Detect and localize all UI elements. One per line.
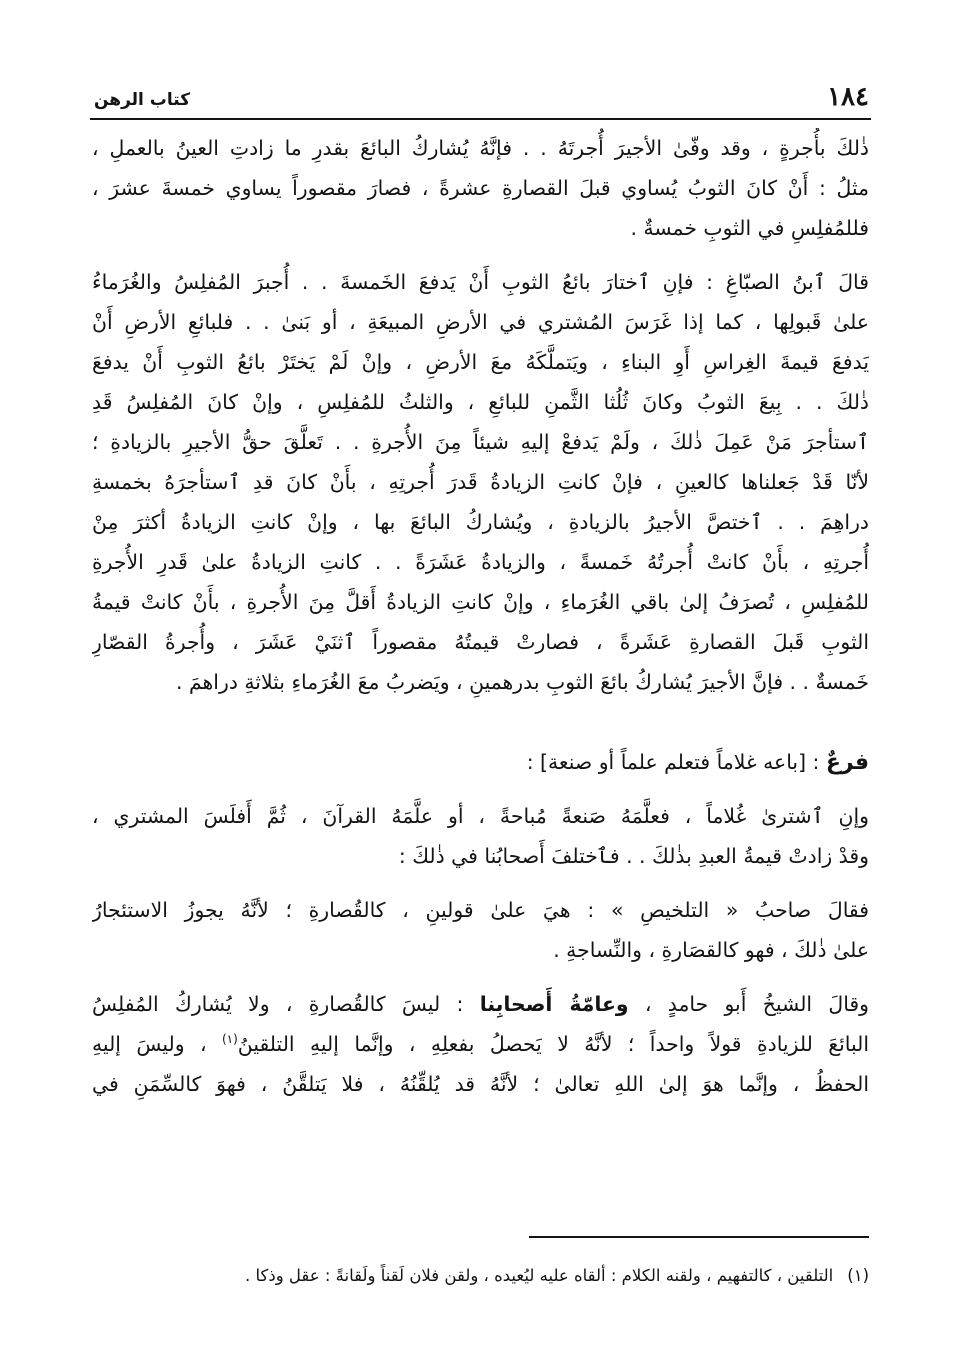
page-header	[90, 82, 871, 114]
text-line: دراهِمَ . . ٱختصَّ الأجيرُ بالزيادةِ ، ويُشاركُ البائعَ بها ، وإنْ كانتِ الزيادةُ أكثرَ مِنْ	[92, 510, 869, 534]
footnote-separator	[529, 1236, 869, 1238]
text-line: علىٰ ذٰلكَ ، فهو كالقصَارةِ ، والنِّساجةِ .	[553, 938, 869, 962]
text-line: الثوبِ قَبلَ القصارةِ عَشَرةً ، فصارتْ قيمتُهُ مقصوراً ٱثنَيْ عَشَرَ ، وأُجرةُ القصّارِ	[92, 630, 869, 654]
section-heading	[92, 742, 869, 782]
text-line: يَدفعَ قيمةَ الغِراسِ أَوِ البناءِ ، ويَتملَّكَهُ معَ الأرضِ ، وإنْ لَمْ يَختَرْ بائعُ الثوبِ أَنْ يدفعَ	[92, 350, 869, 374]
text-line	[92, 1024, 869, 1064]
text-line: ذٰلكَ بأُجرةٍ ، وقد وفّىٰ الأجيرَ أُجرتَهُ . . فإنَّهُ يُشاركُ البائعَ بقدرِ ما زادتِ العينُ بالعملِ ،	[92, 136, 869, 160]
text-line: ذٰلكَ . . بِيعَ الثوبُ وكانَ ثُلُثا الثَّمنِ للبائعِ ، والثلثُ للمُفلِسِ ، وإنْ كانَ المُفلِسُ قَدِ	[92, 390, 869, 414]
text-line: خَمسةٌ . . فإنَّ الأجيرَ يُشاركُ بائعَ الثوبِ بدرهمينِ ، ويَضربُ معَ الغُرَماءِ بثلاثةِ دراهمَ .	[176, 670, 869, 694]
text-line: فللمُفلِسِ في الثوبِ خمسةٌ .	[630, 216, 869, 240]
header-rule	[90, 118, 871, 120]
section-heading-word: فرعٌ	[825, 750, 869, 775]
text-line: أُجرتِهِ ، بأَنْ كانتْ أُجرتُهُ خَمسةً ، والزيادةُ عَشَرَةً . . كانتِ الزيادةُ علىٰ قَدرِ الأُجرةِ	[92, 550, 869, 574]
text-run: البائعَ للزيادةِ قولاً واحداً ؛ لأنَّهُ لا يَحصلُ بفعلِهِ ، وإنَّما إليهِ التلقينُ	[237, 1032, 869, 1056]
text-line: للمُفلِسِ ، تُصرَفُ إلىٰ باقي الغُرَماءِ ، وإنْ كانتِ الزيادةُ أَقلَّ مِنَ الأُجرةِ ، بأَنْ كانتْ قيمةُ	[92, 590, 869, 614]
footnote-text: التلقين ، كالتفهيم ، ولقنه الكلام : ألقاه عليه ليُعيده ، ولقن فلان لَقناً ولَقانةً : عقل وذكا .	[244, 1266, 834, 1285]
text-line: لأنّا قَدْ جَعلناها كالعينِ ، فإنْ كانتِ الزيادةُ قَدرَ أُجرتِهِ ، بأَنْ كانَ قدِ ٱستأجرَهُ بخمسةِ	[92, 470, 869, 494]
section-heading-title: : [باعه غلاماً فتعلم علماً أو صنعة] :	[526, 750, 826, 774]
text-line	[92, 984, 869, 1024]
footnote	[92, 1262, 869, 1290]
footnote-reference[interactable]: (١)	[221, 1032, 238, 1047]
running-title: كتاب الرهن	[94, 90, 191, 110]
page-number: ١٨٤	[827, 82, 869, 112]
text-line: علىٰ قَبولِها ، كما إذا غَرَسَ المُشتري في الأرضِ المبيعَةِ ، أو بَنىٰ . . فلبائعِ الأرضِ أَنْ	[92, 310, 869, 334]
page-body	[92, 128, 869, 1104]
text-line: الحفظُ ، وإنَّما هوَ إلىٰ اللهِ تعالىٰ ؛ لأنَّهُ قد يُلقِّنُهُ ، فلا يَتلقَّنُ ، فهوَ كالسِّمَنِ في	[92, 1072, 869, 1096]
text-line: قالَ ٱبنُ الصبّاغِ : فإنِ ٱختارَ بائعُ الثوبِ أَنْ يَدفعَ الخَمسةَ . . أُجبرَ المُفلِسُ والغُرَماءُ	[92, 270, 869, 294]
text-line: ٱستأجرَ مَنْ عَمِلَ ذٰلكَ ، ولَمْ يَدفعْ إليهِ شيئاً مِنَ الأُجرةِ . . تَعلَّقَ حقُّ الأجيرِ بالزيادةِ ؛	[92, 430, 869, 454]
text-line: مثلُ : أَنْ كانَ الثوبُ يُساوي قبلَ القصارةِ عشرةً ، فصارَ مقصوراً يساوي خمسةَ عشرَ ،	[92, 176, 869, 200]
text-line: وقدْ زادتْ قيمةُ العبدِ بذٰلكَ . . فٱختلفَ أَصحابُنا في ذٰلكَ :	[398, 844, 869, 868]
text-run: ، وليسَ إليهِ	[92, 1032, 222, 1056]
text-line: فقالَ صاحبُ « التلخيصِ » : هيَ علىٰ قولينِ ، كالقُصارةِ ؛ لأنَّهُ يجوزُ الاستئجارُ	[92, 898, 869, 922]
footnote-mark: (١)	[847, 1266, 869, 1285]
text-run: وقالَ الشيخُ أَبو حامدٍ ،	[628, 992, 869, 1016]
text-run: : ليسَ كالقُصارةِ ، ولا يُشاركُ المُفلِسُ	[92, 992, 480, 1016]
text-line: وإنِ ٱشترىٰ غُلاماً ، فعلَّمَهُ صَنعةً مُباحةً ، أو علَّمَهُ القرآنَ ، ثُمَّ أَفلَسَ المشتري ،	[92, 804, 869, 828]
bold-text-run: وعامّةُ أَصحابِنا	[479, 992, 629, 1016]
